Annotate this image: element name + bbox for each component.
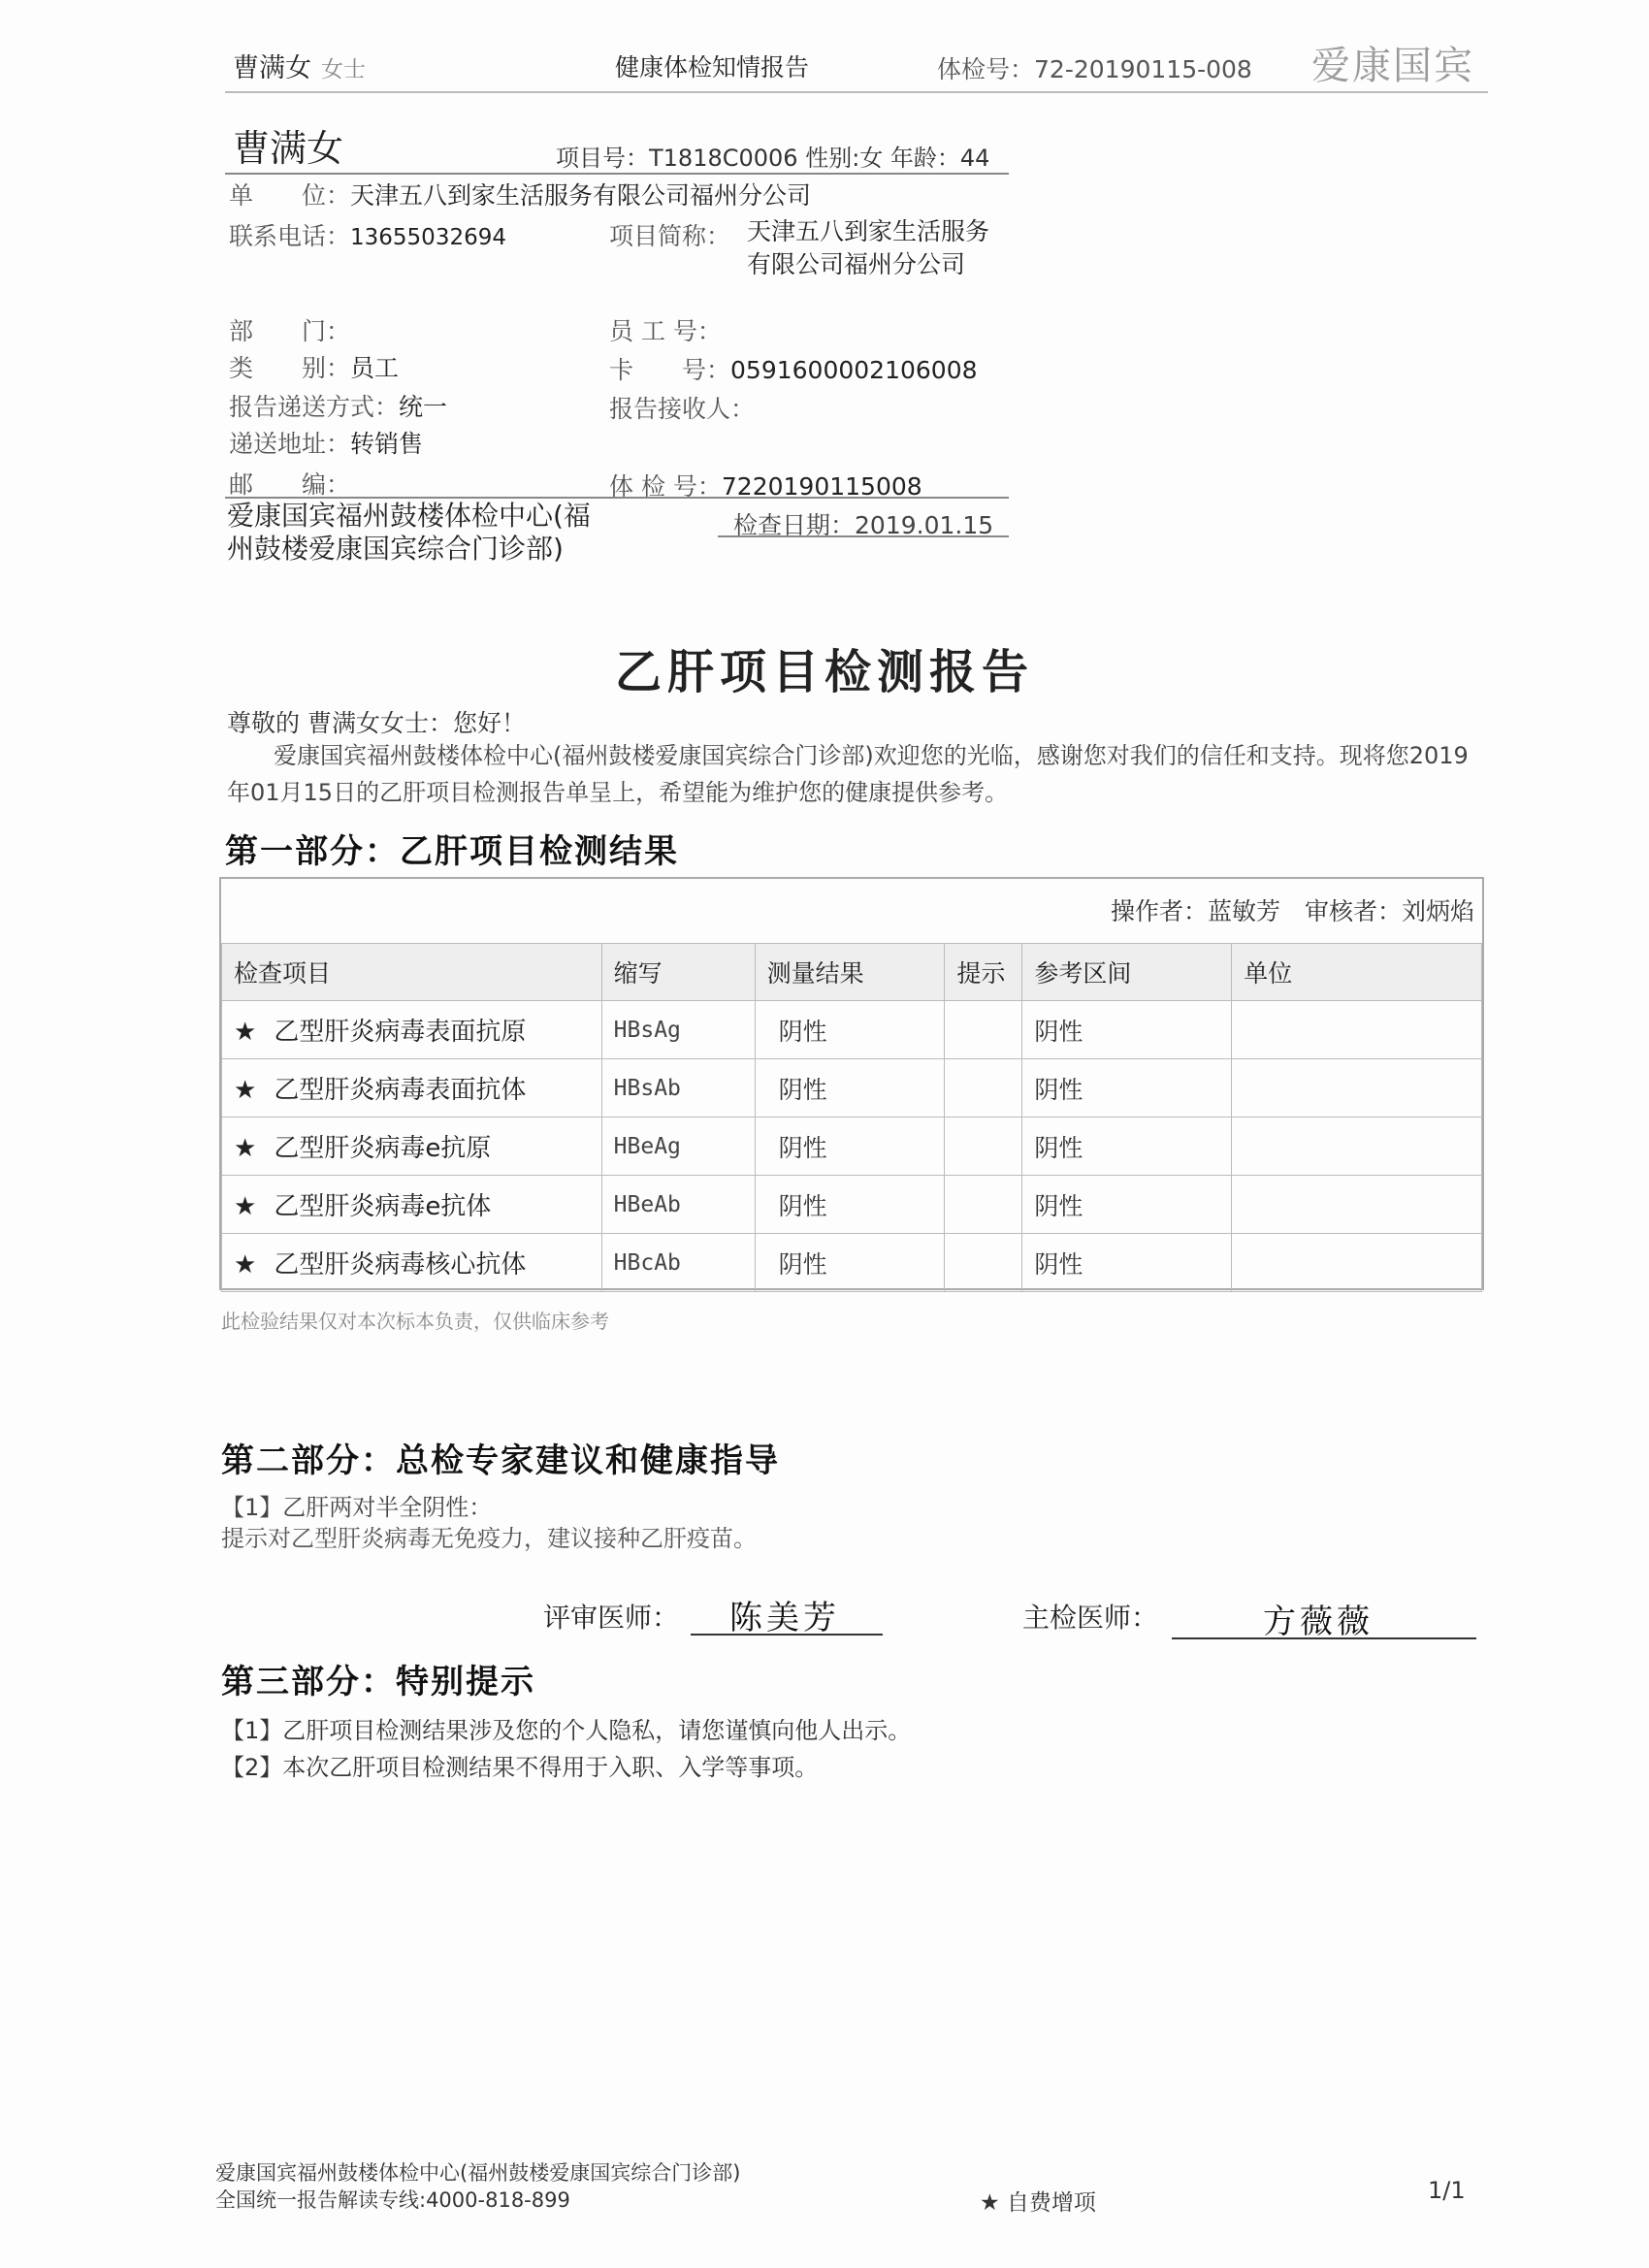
greeting: 尊敬的 曹满女女士：您好！ xyxy=(227,709,526,737)
footer-center: 爱康国宾福州鼓楼体检中心(福州鼓楼爱康国宾综合门诊部) xyxy=(215,2161,741,2185)
field-dept: 部 门： xyxy=(229,317,351,345)
cell-unit xyxy=(1232,1176,1482,1234)
field-exam-no: 体 检 号：7220190115008 xyxy=(609,472,922,501)
field-postcode: 邮 编： xyxy=(229,470,351,499)
header-divider xyxy=(225,91,1488,93)
cell-result: 阴性 xyxy=(755,1059,945,1118)
cell-result: 阴性 xyxy=(755,1001,945,1059)
reviewer-label: 评审医师： xyxy=(543,1602,680,1634)
advice-title: 【1】乙肝两对半全阴性： xyxy=(221,1494,493,1521)
star-icon: ★ xyxy=(234,1250,257,1280)
field-address: 递送地址：转销售 xyxy=(229,430,424,458)
results-table xyxy=(221,943,1482,1292)
part1-heading: 第一部分：乙肝项目检测结果 xyxy=(225,832,679,871)
field-category: 类 别：员工 xyxy=(229,354,400,382)
header-salutation: 女士 xyxy=(321,57,366,82)
cell-item: ★ 乙型肝炎病毒e抗原 xyxy=(222,1118,602,1176)
table-row xyxy=(222,1234,1482,1292)
cell-unit xyxy=(1232,1059,1482,1118)
cell-result: 阴性 xyxy=(755,1118,945,1176)
patient-divider-top xyxy=(225,173,1009,175)
table-header-row xyxy=(222,944,1482,1001)
report-title: 乙肝项目检测报告 xyxy=(614,645,1034,699)
header-exam-no: 体检号：72-20190115-008 xyxy=(937,55,1252,83)
cell-abbr: HBcAb xyxy=(601,1234,755,1292)
page-number: 1/1 xyxy=(1428,2177,1466,2204)
table-row xyxy=(222,1118,1482,1176)
patient-name: 曹满女 xyxy=(233,127,344,170)
table-row xyxy=(222,1176,1482,1234)
field-project-short-label: 项目简称： xyxy=(609,222,731,250)
date-divider xyxy=(718,535,1009,537)
field-check-date: 检查日期：2019.01.15 xyxy=(733,511,994,539)
cell-unit xyxy=(1232,1118,1482,1176)
cell-ref: 阴性 xyxy=(1022,1234,1232,1292)
cell-unit xyxy=(1232,1234,1482,1292)
cell-hint xyxy=(945,1001,1022,1059)
operator-line: 操作者：蓝敏芳 审核者：刘炳焰 xyxy=(1110,897,1474,925)
cell-result: 阴性 xyxy=(755,1234,945,1292)
cell-ref: 阴性 xyxy=(1022,1059,1232,1118)
chief-label: 主检医师： xyxy=(1022,1602,1159,1634)
cell-item: ★ 乙型肝炎病毒表面抗体 xyxy=(222,1059,602,1118)
cell-ref: 阴性 xyxy=(1022,1176,1232,1234)
cell-result: 阴性 xyxy=(755,1176,945,1234)
part3-heading: 第三部分：特别提示 xyxy=(221,1663,535,1701)
advice-text: 提示对乙型肝炎病毒无免疫力，建议接种乙肝疫苗。 xyxy=(221,1525,757,1552)
col-header: 检查项目 xyxy=(222,944,602,1001)
tip-item: 【2】本次乙肝项目检测结果不得用于入职、入学等事项。 xyxy=(221,1754,819,1781)
patient-divider-bottom xyxy=(225,497,1009,499)
disclaimer-note: 此检验结果仅对本次标本负责，仅供临床参考 xyxy=(221,1310,609,1333)
intro-paragraph: 爱康国宾福州鼓楼体检中心(福州鼓楼爱康国宾综合门诊部)欢迎您的光临，感谢您对我们的信任和支持。现将您2019年01月15日的乙肝项目检测报告单呈上，希望能为维护您的健康提供参考。 xyxy=(227,742,1469,806)
chief-signature: 方薇薇 xyxy=(1263,1603,1374,1641)
field-phone: 联系电话：13655032694 xyxy=(229,222,506,250)
cell-hint xyxy=(945,1118,1022,1176)
cell-unit xyxy=(1232,1001,1482,1059)
part2-heading: 第二部分：总检专家建议和健康指导 xyxy=(221,1442,780,1480)
col-header: 测量结果 xyxy=(755,944,945,1001)
cell-ref: 阴性 xyxy=(1022,1001,1232,1059)
field-receiver: 报告接收人： xyxy=(609,395,756,423)
cell-abbr: HBsAg xyxy=(601,1001,755,1059)
table-row xyxy=(222,1001,1482,1059)
col-header: 缩写 xyxy=(601,944,755,1001)
star-icon: ★ xyxy=(234,1192,257,1221)
field-delivery: 报告递送方式：统一 xyxy=(229,393,448,421)
cell-item: ★ 乙型肝炎病毒e抗体 xyxy=(222,1176,602,1234)
exam-center-name: 爱康国宾福州鼓楼体检中心(福州鼓楼爱康国宾综合门诊部) xyxy=(227,500,591,565)
col-header: 提示 xyxy=(945,944,1022,1001)
star-icon: ★ xyxy=(234,1134,257,1163)
header-report-kind: 健康体检知情报告 xyxy=(615,53,810,81)
cell-abbr: HBeAg xyxy=(601,1118,755,1176)
tip-item: 【1】乙肝项目检测结果涉及您的个人隐私，请您谨慎向他人出示。 xyxy=(221,1717,912,1744)
cell-ref: 阴性 xyxy=(1022,1118,1232,1176)
star-icon: ★ xyxy=(234,1076,257,1105)
field-emp-no: 员 工 号： xyxy=(609,317,722,345)
field-project-short: 天津五八到家生活服务有限公司福州分公司 xyxy=(747,217,990,278)
project-line: 项目号：T1818C0006 性别:女 年龄：44 xyxy=(556,145,990,172)
cell-hint xyxy=(945,1059,1022,1118)
cell-item: ★ 乙型肝炎病毒表面抗原 xyxy=(222,1001,602,1059)
cell-abbr: HBeAb xyxy=(601,1176,755,1234)
results-table-box xyxy=(219,877,1484,1290)
cell-abbr: HBsAb xyxy=(601,1059,755,1118)
cell-hint xyxy=(945,1176,1022,1234)
footer-hotline: 全国统一报告解读专线:4000-818-899 xyxy=(215,2188,570,2212)
table-row xyxy=(222,1059,1482,1118)
reviewer-signature-line xyxy=(691,1634,883,1636)
star-icon: ★ xyxy=(234,1018,257,1047)
field-card: 卡 号：0591600002106008 xyxy=(609,356,978,384)
col-header: 单位 xyxy=(1232,944,1482,1001)
brand-logo-text: 爱康国宾 xyxy=(1311,44,1474,88)
col-header: 参考区间 xyxy=(1022,944,1232,1001)
chief-signature-line xyxy=(1172,1637,1476,1639)
cell-hint xyxy=(945,1234,1022,1292)
field-unit: 单 位：天津五八到家生活服务有限公司福州分公司 xyxy=(229,181,812,210)
reviewer-signature: 陈美芳 xyxy=(729,1599,840,1637)
cell-item: ★ 乙型肝炎病毒核心抗体 xyxy=(222,1234,602,1292)
self-pay-legend: ★ 自费增项 xyxy=(980,2190,1096,2216)
header-patient-name: 曹满女 女士 xyxy=(233,53,366,83)
